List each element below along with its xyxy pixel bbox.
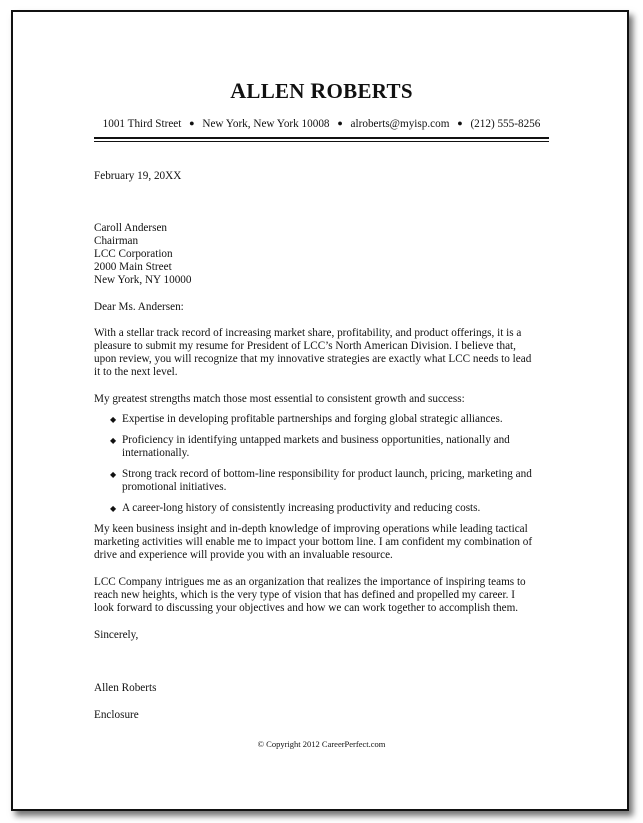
list-item-text: internationally. — [122, 447, 190, 459]
list-item — [110, 413, 550, 426]
diamond-bullet-icon: ◆ — [110, 436, 117, 445]
separator-dot: ● — [457, 118, 463, 128]
copyright-notice: © Copyright 2012 CareerPerfect.com — [257, 739, 386, 749]
recipient-street: 2000 Main Street — [94, 261, 172, 273]
recipient-title: Chairman — [94, 235, 139, 247]
paragraph-line: My keen business insight and in-depth knowledge of improving operations while leading tactical — [94, 523, 528, 535]
list-item — [110, 468, 550, 494]
paragraph-line: LCC Company intrigues me as an organization that realizes the importance of inspiring teams to — [94, 576, 526, 588]
header-rule-thick — [94, 137, 549, 139]
applicant-name — [0, 78, 643, 104]
list-item-text: promotional initiatives. — [122, 481, 227, 493]
paragraph-line: marketing activities will enable me to impact your bottom line. I am confident my combination of — [94, 536, 533, 548]
list-item-text: Strong track record of bottom-line responsibility for product launch, pricing, marketing and — [122, 468, 532, 480]
list-item — [110, 502, 550, 515]
contact-phone: (212) 555-8256 — [470, 118, 541, 130]
name-first-rest: LLEN — [246, 79, 311, 103]
closing: Sincerely, — [94, 629, 139, 641]
list-item-text: A career-long history of consistently increasing productivity and reducing costs. — [122, 502, 481, 514]
name-last-initial: R — [310, 78, 327, 103]
paragraph-line: With a stellar track record of increasing market share, profitability, and product offerings, it is a — [94, 327, 522, 339]
separator-dot: ● — [337, 118, 343, 128]
paragraph-intro — [94, 327, 554, 379]
recipient-city: New York, NY 10000 — [94, 274, 192, 286]
paragraph-line: upon review, you will recognize that my innovative strategies are exactly what LCC needs to lead — [94, 353, 532, 365]
letter-date: February 19, 20XX — [94, 170, 182, 182]
list-item — [110, 434, 550, 460]
header-rule-thin — [94, 141, 549, 142]
contact-email: alroberts@myisp.com — [350, 118, 450, 130]
diamond-bullet-icon: ◆ — [110, 415, 117, 424]
separator-dot: ● — [189, 118, 195, 128]
paragraph-company — [94, 576, 554, 615]
recipient-company: LCC Corporation — [94, 248, 173, 260]
paragraph-line: pleasure to submit my resume for President of LCC’s North American Division. I believe that, — [94, 340, 516, 352]
name-last-rest: OBERTS — [326, 79, 413, 103]
recipient-block — [94, 222, 554, 287]
list-item-text: Proficiency in identifying untapped markets and business opportunities, nationally and — [122, 434, 510, 446]
paragraph-line: it to the next level. — [94, 366, 178, 378]
salutation: Dear Ms. Andersen: — [94, 301, 184, 313]
contact-address: 1001 Third Street — [102, 118, 182, 130]
enclosure-note: Enclosure — [94, 709, 139, 721]
paragraph-insight — [94, 523, 554, 562]
paragraph-strengths: My greatest strengths match those most essential to consistent growth and success: — [94, 393, 465, 405]
paragraph-line: drive and experience will provide you with an invaluable resource. — [94, 549, 393, 561]
contact-line — [0, 118, 643, 130]
recipient-name: Caroll Andersen — [94, 222, 168, 234]
contact-city: New York, New York 10008 — [202, 118, 330, 130]
diamond-bullet-icon: ◆ — [110, 470, 117, 479]
strengths-list — [110, 413, 550, 523]
name-first-initial: A — [230, 78, 247, 103]
list-item-text: Expertise in developing profitable partnerships and forging global strategic alliances. — [122, 413, 503, 425]
paragraph-line: reach new heights, which is the very type of vision that has defined and propelled my career. I — [94, 589, 515, 601]
paragraph-line: look forward to discussing your objectives and how we can work together to accomplish them. — [94, 602, 519, 614]
diamond-bullet-icon: ◆ — [110, 504, 117, 513]
signature-name: Allen Roberts — [94, 682, 157, 694]
